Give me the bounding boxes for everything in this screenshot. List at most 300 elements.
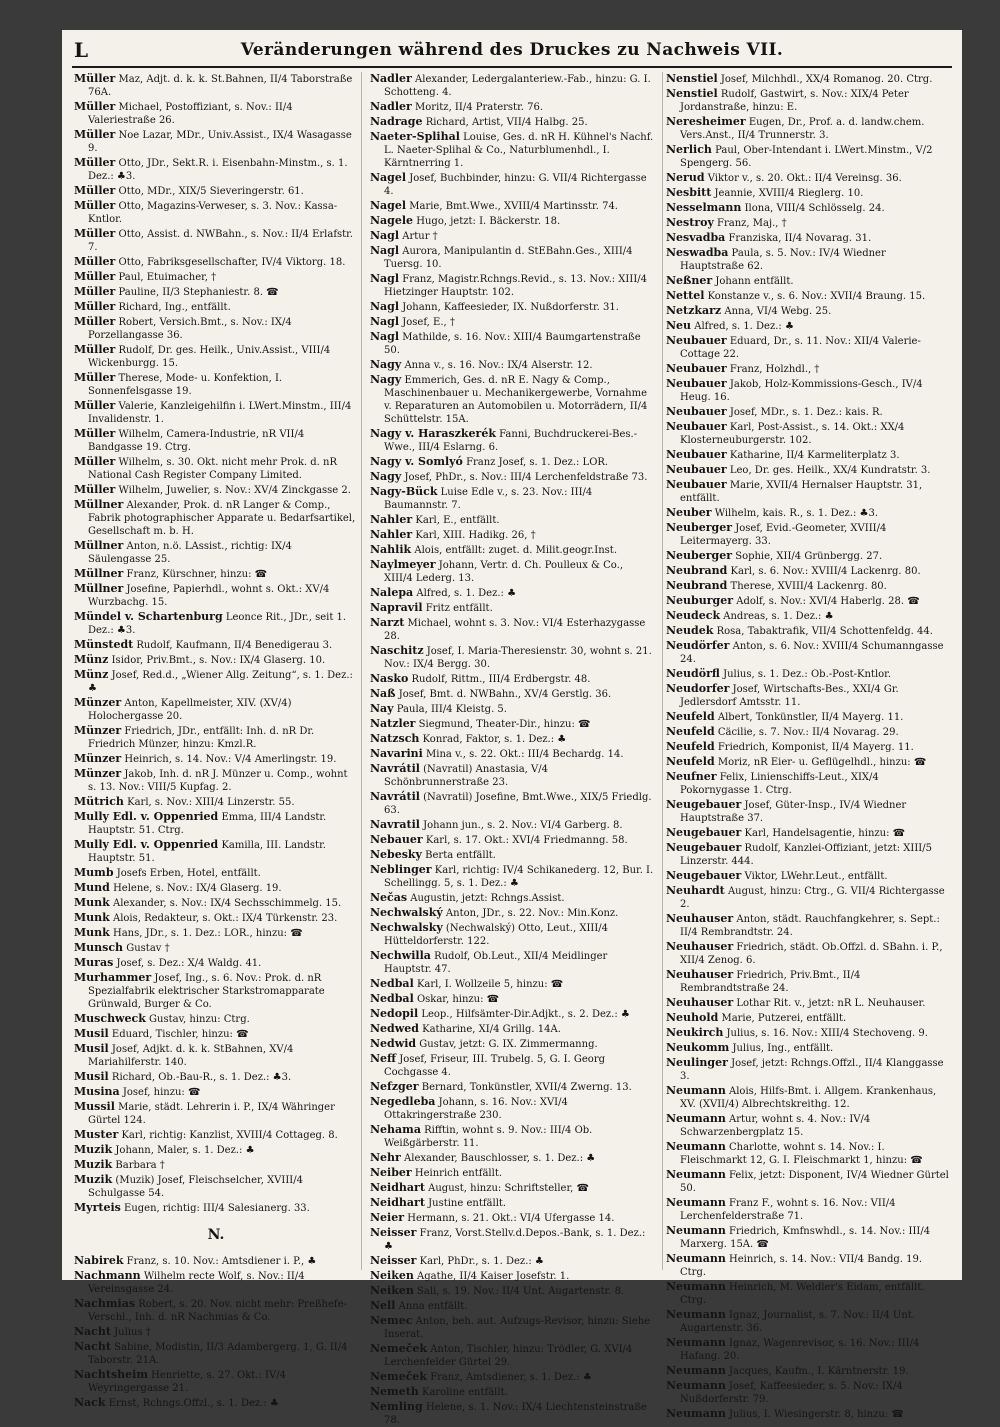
directory-entry bbox=[74, 498, 358, 538]
entry-details: Felix, Linienschiffs-Leut., XIX/4 Pokornygasse 1. Ctrg. bbox=[680, 772, 879, 796]
entry-surname: Muras bbox=[74, 956, 114, 969]
entry-surname: Naschitz bbox=[370, 644, 424, 657]
directory-entry bbox=[666, 869, 950, 883]
entry-surname: Neier bbox=[370, 1211, 405, 1224]
directory-entry bbox=[370, 732, 654, 746]
directory-entry bbox=[74, 483, 358, 497]
directory-entry bbox=[370, 687, 654, 701]
directory-entry bbox=[370, 1314, 654, 1341]
entry-details: Emmerich, Ges. d. nR E. Nagy & Comp., Maschinenbauer u. Mechanikergewerbe, Vornahme v. Reparaturen an Automobilen u. Motorrädern, II/4 Schüttelstr. 15A. bbox=[384, 375, 648, 425]
entry-details: Eduard, Dr., s. 11. Nov.: XII/4 Valerie-Cottage 22. bbox=[680, 336, 921, 360]
entry-details: Leo, Dr. ges. Heilk., XX/4 Kundratstr. 3. bbox=[729, 465, 931, 476]
entry-details: Ilona, VIII/4 Schlösselg. 24. bbox=[744, 203, 885, 214]
directory-entry bbox=[370, 992, 654, 1006]
directory-entry bbox=[370, 171, 654, 198]
directory-entry bbox=[666, 463, 950, 477]
directory-entry bbox=[74, 255, 358, 269]
entry-details: Sali, s. 19. Nov.: II/4 Unt. Augartenstr. 8. bbox=[417, 1286, 625, 1297]
entry-details: Louise, Ges. d. nR H. Kühnel's Nachf. L. Naeter-Splihal & Co., Naturblumenhdl., I. Kärntnerring 1. bbox=[384, 132, 654, 169]
directory-entry bbox=[370, 528, 654, 542]
directory-entry bbox=[666, 478, 950, 505]
entry-surname: Neufner bbox=[666, 770, 717, 783]
entry-surname: Nagele bbox=[370, 214, 414, 227]
entry-surname: Nagy v. Somlyó bbox=[370, 455, 463, 468]
entry-details: Paul, Ober-Intendant i. LWert.Minstm., V/2 Spengerg. 56. bbox=[680, 145, 933, 169]
entry-details: Cäcilie, s. 7. Nov.: II/4 Novarag. 29. bbox=[717, 727, 899, 738]
entry-details: Josef, Bmt. d. NWBahn., XV/4 Gerstlg. 36. bbox=[398, 689, 612, 700]
entry-surname: Nagl bbox=[370, 244, 400, 257]
entry-details: Johann, s. 16. Nov.: XVI/4 Ottakringerstraße 230. bbox=[384, 1097, 568, 1121]
entry-details: Alexander, Prok. d. nR Langer & Comp., Fabrik photographischer Apparate u. Bedarfsartikel, Gesellschaft m. b. H. bbox=[88, 500, 356, 537]
directory-entry bbox=[370, 1007, 654, 1021]
entry-surname: Neiber bbox=[370, 1166, 412, 1179]
directory-entry bbox=[370, 558, 654, 585]
entry-details: Anna, VI/4 Webg. 25. bbox=[724, 306, 832, 317]
entry-details: Franz, Maj., † bbox=[717, 218, 787, 229]
directory-entry bbox=[74, 427, 358, 454]
directory-entry bbox=[370, 949, 654, 976]
entry-details: Richard, Ing., entfällt. bbox=[118, 302, 231, 313]
directory-entry bbox=[74, 653, 358, 667]
directory-entry bbox=[666, 72, 950, 86]
entry-details: Michael, Postoffiziant, s. Nov.: II/4 Valeriestraße 26. bbox=[88, 102, 293, 126]
entry-surname: Neudörfer bbox=[666, 639, 730, 652]
directory-entry bbox=[74, 582, 358, 609]
entry-surname: Naeter-Splihal bbox=[370, 130, 460, 143]
directory-entry bbox=[370, 644, 654, 671]
entry-surname: Nefzger bbox=[370, 1080, 419, 1093]
directory-entry bbox=[666, 1112, 950, 1139]
entry-surname: Navrátil bbox=[370, 790, 420, 803]
directory-entry bbox=[666, 740, 950, 754]
entry-details: Johann jun., s. 2. Nov.: VI/4 Garberg. 8. bbox=[423, 820, 623, 831]
entry-details: Heinrich, s. 14. Nov.: VII/4 Bandg. 19. Ctrg. bbox=[680, 1254, 923, 1278]
directory-entry bbox=[74, 1325, 358, 1339]
entry-surname: Neubauer bbox=[666, 448, 727, 461]
directory-entry bbox=[666, 1224, 950, 1251]
entry-details: Rudolf, Kaufmann, II/4 Benedigerau 3. bbox=[136, 640, 333, 651]
entry-details: Karl, E., entfällt. bbox=[415, 515, 500, 526]
directory-entry bbox=[370, 470, 654, 484]
entry-surname: Müllner bbox=[74, 498, 124, 511]
entry-details: Wilhelm, kais. R., s. 1. Dez.: ♣3. bbox=[714, 508, 879, 519]
entry-surname: Nedbal bbox=[370, 977, 414, 990]
directory-entry bbox=[370, 1095, 654, 1122]
entry-surname: Neumann bbox=[666, 1379, 726, 1392]
entry-surname: Müllner bbox=[74, 539, 124, 552]
entry-details: Richard, Artist, VII/4 Halbg. 25. bbox=[425, 117, 588, 128]
entry-details: Anton, beh. aut. Aufzugs-Revisor, hinzu: Siehe Inserat. bbox=[384, 1316, 651, 1340]
entry-details: Karl, Handelsagentie, hinzu: ☎ bbox=[744, 828, 906, 839]
entry-details: Friedrich, städt. Ob.Offzl. d. SBahn. i. P., XII/4 Zenog. 6. bbox=[680, 942, 943, 966]
entry-details: Alfred, s. 1. Dez.: ♣ bbox=[694, 321, 794, 332]
entry-surname: Müller bbox=[74, 270, 116, 283]
entry-details: Wilhelm, s. 30. Okt. nicht mehr Prok. d. nR National Cash Register Company Limited. bbox=[88, 457, 337, 481]
entry-details: Leop., Hilfsämter-Dir.Adjkt., s. 2. Dez.: ♣ bbox=[421, 1009, 630, 1020]
entry-surname: Neumann bbox=[666, 1308, 726, 1321]
entry-details: Jakob, Holz-Kommissions-Gesch., IV/4 Heug. 16. bbox=[680, 379, 923, 403]
entry-details: Julius, s. 1. Dez.: Ob.-Post-Kntlor. bbox=[723, 669, 892, 680]
entry-details: Mina v., s. 22. Okt.: III/4 Bechardg. 14. bbox=[426, 749, 624, 760]
entry-surname: Munk bbox=[74, 911, 110, 924]
entry-surname: Neuhauser bbox=[666, 940, 734, 953]
entry-surname: Nachmann bbox=[74, 1269, 141, 1282]
directory-entry bbox=[74, 810, 358, 837]
entry-details: Barbara † bbox=[115, 1160, 165, 1171]
directory-entry bbox=[74, 1297, 358, 1324]
entry-details: Henriette, s. 27. Okt.: IV/4 Weyringergasse 21. bbox=[88, 1370, 286, 1394]
directory-entry bbox=[666, 171, 950, 185]
entry-surname: Müller bbox=[74, 199, 116, 212]
entry-details: Anna entfällt. bbox=[398, 1301, 468, 1312]
entry-details: Otto, Magazins-Verweser, s. 3. Nov.: Kassa-Kntlor. bbox=[88, 201, 338, 225]
entry-surname: Nadrage bbox=[370, 115, 423, 128]
entry-surname: Napravil bbox=[370, 601, 423, 614]
directory-entry bbox=[666, 841, 950, 868]
directory-entry bbox=[666, 798, 950, 825]
entry-surname: Neumann bbox=[666, 1196, 726, 1209]
entry-surname: Nesvadba bbox=[666, 231, 726, 244]
entry-surname: Müller bbox=[74, 483, 116, 496]
entry-surname: Neumann bbox=[666, 1407, 726, 1420]
entry-surname: Mütrich bbox=[74, 795, 124, 808]
entry-details: Ignaz, Journalist, s. 7. Nov.: II/4 Unt. Augartenstr. 36. bbox=[680, 1310, 915, 1334]
entry-details: Josefs Erben, Hotel, entfällt. bbox=[116, 868, 261, 879]
directory-entry bbox=[666, 377, 950, 404]
directory-entry bbox=[666, 1280, 950, 1307]
entry-surname: Müller bbox=[74, 72, 116, 85]
entry-surname: Neuber bbox=[666, 506, 712, 519]
directory-entry bbox=[370, 330, 654, 357]
entry-details: Valerie, Kanzleigehilfin i. LWert.Minstm., III/4 Invalidenstr. 1. bbox=[88, 401, 352, 425]
entry-surname: Netzkarz bbox=[666, 304, 722, 317]
entry-details: Alois, entfällt: zuget. d. Milit.geogr.Inst. bbox=[414, 545, 618, 556]
entry-surname: Neubrand bbox=[666, 579, 728, 592]
directory-entry bbox=[666, 1196, 950, 1223]
directory-entry bbox=[666, 725, 950, 739]
entry-surname: Münzer bbox=[74, 696, 122, 709]
directory-entry bbox=[74, 1100, 358, 1127]
entry-details: Friedrich, Priv.Bmt., II/4 Rembrandtstraße 24. bbox=[680, 970, 861, 994]
entry-details: Therese, XVIII/4 Lackenrg. 80. bbox=[730, 581, 887, 592]
entry-surname: Nay bbox=[370, 702, 394, 715]
entry-surname: Neulinger bbox=[666, 1056, 728, 1069]
entry-details: Viktor, LWehr.Leut., entfällt. bbox=[744, 871, 888, 882]
entry-details: Anna v., s. 16. Nov.: IX/4 Alserstr. 12. bbox=[404, 360, 593, 371]
directory-entry bbox=[666, 1011, 950, 1025]
directory-entry bbox=[370, 1123, 654, 1150]
directory-entry bbox=[370, 1196, 654, 1210]
entry-details: Josef, Friseur, III. Trubelg. 5, G. I. Georg Cochgasse 4. bbox=[384, 1054, 606, 1078]
directory-entry bbox=[74, 100, 358, 127]
entry-details: Wilhelm recte Wolf, s. Nov.: II/4 Vereinsgasse 24. bbox=[88, 1271, 305, 1295]
entry-details: Maz, Adjt. d. k. k. St.Bahnen, II/4 Taborstraße 76A. bbox=[88, 74, 353, 98]
entry-surname: Nacht bbox=[74, 1325, 111, 1338]
entry-surname: Nerud bbox=[666, 171, 705, 184]
entry-surname: Müller bbox=[74, 156, 116, 169]
entry-details: Josef, s. Dez.: X/4 Waldg. 41. bbox=[116, 958, 262, 969]
entry-surname: Muzik bbox=[74, 1158, 113, 1171]
entry-details: Marie, XVII/4 Hernalser Hauptstr. 31, entfällt. bbox=[680, 480, 923, 504]
entry-details: Otto, Fabriksgesellschafter, IV/4 Viktorg. 18. bbox=[118, 257, 346, 268]
entry-details: Hermann, s. 21. Okt.: VI/4 Ufergasse 14. bbox=[407, 1213, 615, 1224]
entry-details: Leonce Rit., JDr., seit 1. Dez.: ♣3. bbox=[88, 612, 347, 636]
directory-entry bbox=[370, 833, 654, 847]
entry-details: Katharine, II/4 Karmeliterplatz 3. bbox=[729, 450, 900, 461]
entry-surname: Nečas bbox=[370, 891, 408, 904]
entry-surname: Müller bbox=[74, 285, 116, 298]
directory-entry bbox=[370, 747, 654, 761]
entry-details: Josef, Milchhdl., XX/4 Romanog. 20. Ctrg. bbox=[720, 74, 933, 85]
entry-details: Bernard, Tonkünstler, XVII/4 Zwerng. 13. bbox=[421, 1082, 632, 1093]
page-number: L bbox=[74, 38, 89, 62]
directory-entry bbox=[370, 1284, 654, 1298]
entry-details: Karl, s. 17. Okt.: XVI/4 Friedmanng. 58. bbox=[425, 835, 628, 846]
entry-details: Julius, I. Wiesingerstr. 8, hinzu: ☎ bbox=[729, 1409, 904, 1420]
entry-details: Helene, s. 1. Nov.: IX/4 Liechtensteinstraße 78. bbox=[384, 1402, 647, 1426]
directory-entry bbox=[74, 1396, 358, 1410]
entry-details: Pauline, II/3 Stephaniestr. 8. ☎ bbox=[118, 287, 279, 298]
directory-entry bbox=[666, 143, 950, 170]
entry-details: Josef, Güter-Insp., IV/4 Wiedner Hauptstraße 37. bbox=[680, 800, 907, 824]
entry-details: Josef, Kaffeesieder, s. 5. Nov.: IX/4 Nußdorferstr. 79. bbox=[680, 1381, 903, 1405]
directory-entry bbox=[666, 405, 950, 419]
entry-details: Josef, Ing., s. 6. Nov.: Prok. d. nR Spezialfabrik elektrischer Starkstromapparate Grünwald, Burger & Co. bbox=[88, 973, 325, 1010]
entry-details: Jeannie, XVIII/4 Rieglerg. 10. bbox=[714, 188, 864, 199]
entry-surname: Müller bbox=[74, 227, 116, 240]
entry-surname: Nabirek bbox=[74, 1254, 124, 1267]
entry-surname: Munk bbox=[74, 896, 110, 909]
entry-surname: Mussil bbox=[74, 1100, 115, 1113]
entry-details: Anton, Kapellmeister, XIV. (XV/4) Holochergasse 20. bbox=[88, 698, 292, 722]
entry-surname: Murhammer bbox=[74, 971, 152, 984]
directory-columns bbox=[74, 72, 950, 1426]
directory-entry bbox=[666, 624, 950, 638]
entry-surname: Nemling bbox=[370, 1400, 423, 1413]
entry-details: Augustin, jetzt: Rchngs.Assist. bbox=[410, 893, 565, 904]
directory-entry bbox=[666, 304, 950, 318]
directory-entry bbox=[370, 1037, 654, 1051]
entry-details: Julius, Ing., entfällt. bbox=[732, 1043, 834, 1054]
directory-entry bbox=[370, 1211, 654, 1225]
entry-details: (Navratil) Josefine, Bmt.Wwe., XIX/5 Friedlg. 63. bbox=[384, 792, 652, 816]
entry-surname: Neufeld bbox=[666, 710, 715, 723]
entry-details: Friedrich, Komponist, II/4 Mayerg. 11. bbox=[717, 742, 914, 753]
entry-details: Friedrich, JDr., entfällt: Inh. d. nR Dr. Friedrich Münzer, hinzu: Kmzl.R. bbox=[88, 726, 315, 750]
entry-details: Johann, Maler, s. 1. Dez.: ♣ bbox=[115, 1145, 255, 1156]
directory-entry bbox=[74, 1128, 358, 1142]
directory-entry bbox=[74, 128, 358, 155]
directory-entry bbox=[370, 1166, 654, 1180]
entry-surname: Münz bbox=[74, 668, 109, 681]
entry-details: Artur, wohnt s. 4. Nov.: IV/4 Schwarzenbergplatz 15. bbox=[680, 1114, 871, 1138]
directory-entry bbox=[74, 881, 358, 895]
directory-entry bbox=[74, 343, 358, 370]
entry-details: Rosa, Tabaktrafik, VII/4 Schottenfeldg. 44. bbox=[716, 626, 933, 637]
entry-surname: Navarini bbox=[370, 747, 423, 760]
entry-details: Paula, III/4 Kleistg. 5. bbox=[396, 704, 507, 715]
directory-entry bbox=[370, 300, 654, 314]
entry-details: Josef, jetzt: Rchngs.Offzl., II/4 Klanggasse 3. bbox=[680, 1058, 944, 1082]
entry-details: (Nechwalský) Otto, Leut., XIII/4 Hütteldorferstr. 122. bbox=[384, 923, 609, 947]
entry-details: Anton, n.ö. LAssist., richtig: IX/4 Säulengasse 25. bbox=[88, 541, 292, 565]
entry-details: Alexander, s. Nov.: IX/4 Sechsschimmelg. 15. bbox=[112, 898, 342, 909]
entry-details: Albert, Tonkünstler, II/4 Mayerg. 11. bbox=[717, 712, 904, 723]
entry-details: Felix, jetzt: Disponent, IV/4 Wiedner Gürtel 50. bbox=[680, 1170, 949, 1194]
entry-details: Eduard, Tischler, hinzu: ☎ bbox=[111, 1029, 249, 1040]
entry-surname: Neubauer bbox=[666, 405, 727, 418]
entry-surname: Müllner bbox=[74, 567, 124, 580]
entry-surname: Mully Edl. v. Oppenried bbox=[74, 810, 219, 823]
directory-entry bbox=[370, 1342, 654, 1369]
entry-details: Sophie, XII/4 Grünbergg. 27. bbox=[735, 551, 883, 562]
directory-entry bbox=[370, 586, 654, 600]
entry-details: Mathilde, s. 16. Nov.: XIII/4 Baumgartenstraße 50. bbox=[384, 332, 641, 356]
entry-details: Alois, Hilfs-Bmt. i. Allgem. Krankenhaus, XV. (XVII/4) Albrechtskreithg. 12. bbox=[680, 1086, 937, 1110]
directory-entry bbox=[666, 968, 950, 995]
directory-entry bbox=[370, 272, 654, 299]
directory-entry bbox=[74, 270, 358, 284]
entry-details: Otto, Assist. d. NWBahn., s. Nov.: II/4 Erlafstr. 7. bbox=[88, 229, 354, 253]
entry-surname: Nagy-Bück bbox=[370, 485, 438, 498]
entry-surname: Neugebauer bbox=[666, 826, 742, 839]
directory-entry bbox=[370, 848, 654, 862]
entry-surname: Nestroy bbox=[666, 216, 714, 229]
entry-surname: Neuhauser bbox=[666, 912, 734, 925]
entry-details: Josef, Red.d., „Wiener Allg. Zeitung“, s. 1. Dez.: ♣ bbox=[88, 670, 353, 694]
entry-details: Gustav, hinzu: Ctrg. bbox=[149, 1014, 250, 1025]
directory-entry bbox=[666, 667, 950, 681]
entry-surname: Neidhart bbox=[370, 1181, 425, 1194]
entry-details: Franz, s. 10. Nov.: Amtsdiener i. P., ♣ bbox=[126, 1256, 317, 1267]
entry-surname: Neugebauer bbox=[666, 798, 742, 811]
entry-details: Michael, wohnt s. 3. Nov.: VI/4 Esterhazygasse 28. bbox=[384, 618, 646, 642]
entry-surname: Musina bbox=[74, 1085, 120, 1098]
entry-surname: Nalepa bbox=[370, 586, 414, 599]
entry-details: Aurora, Manipulantin d. StEBahn.Ges., XIII/4 Tuersg. 10. bbox=[384, 246, 633, 270]
entry-details: Hugo, jetzt: I. Bäckerstr. 18. bbox=[416, 216, 561, 227]
entry-surname: Nebesky bbox=[370, 848, 422, 861]
entry-details: Karl, XIII. Hadikg. 26, † bbox=[415, 530, 536, 541]
entry-details: Josef, Buchbinder, hinzu: G. VII/4 Richtergasse 4. bbox=[384, 173, 647, 197]
directory-entry bbox=[370, 1385, 654, 1399]
entry-surname: Müller bbox=[74, 455, 116, 468]
directory-entry bbox=[370, 702, 654, 716]
entry-surname: Nesselmann bbox=[666, 201, 742, 214]
directory-entry bbox=[74, 1042, 358, 1069]
directory-entry bbox=[666, 201, 950, 215]
directory-entry bbox=[74, 1158, 358, 1172]
entry-surname: Nadler bbox=[370, 100, 412, 113]
entry-details: Heinrich, s. 14. Nov.: V/4 Amerlingstr. 19. bbox=[124, 754, 337, 765]
entry-surname: Nagel bbox=[370, 171, 407, 184]
entry-surname: Neisser bbox=[370, 1254, 417, 1267]
entry-details: Gustav, jetzt: G. IX. Zimmermanng. bbox=[419, 1039, 598, 1050]
entry-details: Fritz entfällt. bbox=[425, 603, 493, 614]
directory-entry bbox=[74, 971, 358, 1011]
entry-surname: Neresheimer bbox=[666, 115, 746, 128]
entry-surname: Neumann bbox=[666, 1168, 726, 1181]
directory-entry bbox=[370, 373, 654, 426]
directory-entry bbox=[370, 1299, 654, 1313]
directory-entry bbox=[666, 549, 950, 563]
page-title: Veränderungen während des Druckes zu Nachweis VII. bbox=[240, 40, 784, 60]
directory-entry bbox=[666, 1041, 950, 1055]
entry-surname: Nenstiel bbox=[666, 87, 718, 100]
entry-surname: Myrteis bbox=[74, 1201, 121, 1214]
entry-details: Charlotte, wohnt s. 14. Nov.: I. Fleischmarkt 12, G. I. Fleischmarkt 1, hinzu: ☎ bbox=[680, 1142, 923, 1166]
directory-entry bbox=[666, 1168, 950, 1195]
directory-entry bbox=[74, 315, 358, 342]
directory-entry bbox=[370, 199, 654, 213]
directory-entry bbox=[666, 231, 950, 245]
directory-entry bbox=[666, 940, 950, 967]
entry-surname: Müllner bbox=[74, 582, 124, 595]
entry-surname: Munsch bbox=[74, 941, 124, 954]
directory-entry bbox=[666, 87, 950, 114]
entry-surname: Muzik bbox=[74, 1173, 113, 1186]
entry-details: Johann, Vertr. d. Ch. Poulleux & Co., XIII/4 Lederg. 13. bbox=[384, 560, 623, 584]
entry-surname: Neidhart bbox=[370, 1196, 425, 1209]
entry-surname: Nadler bbox=[370, 72, 412, 85]
entry-surname: Nedopil bbox=[370, 1007, 419, 1020]
entry-surname: Nell bbox=[370, 1299, 396, 1312]
directory-entry bbox=[370, 115, 654, 129]
entry-details: Hans, JDr., s. 1. Dez.: LOR., hinzu: ☎ bbox=[112, 928, 303, 939]
directory-entry bbox=[370, 1151, 654, 1165]
entry-surname: Müller bbox=[74, 315, 116, 328]
entry-surname: Nemeček bbox=[370, 1370, 428, 1383]
entry-details: Franziska, II/4 Novarag. 31. bbox=[728, 233, 872, 244]
entry-surname: Neugebauer bbox=[666, 841, 742, 854]
directory-entry bbox=[370, 455, 654, 469]
directory-entry bbox=[74, 1254, 358, 1268]
entry-details: Wilhelm, Camera-Industrie, nR VII/4 Bandgasse 19. Ctrg. bbox=[88, 429, 305, 453]
directory-entry bbox=[666, 448, 950, 462]
entry-details: Karoline entfällt. bbox=[421, 1387, 508, 1398]
entry-surname: Müller bbox=[74, 184, 116, 197]
entry-details: Lothar Rit. v., jetzt: nR L. Neuhauser. bbox=[736, 998, 926, 1009]
directory-entry bbox=[666, 770, 950, 797]
directory-entry bbox=[370, 790, 654, 817]
entry-details: Isidor, Priv.Bmt., s. Nov.: IX/4 Glaserg. 10. bbox=[111, 655, 326, 666]
directory-entry bbox=[370, 818, 654, 832]
entry-details: (Navratil) Anastasia, V/4 Schönbrunnerstraße 23. bbox=[384, 764, 548, 788]
entry-details: Rudolf, Dr. ges. Heilk., Univ.Assist., VIII/4 Wickenburgg. 15. bbox=[88, 345, 331, 369]
entry-surname: Münzer bbox=[74, 724, 122, 737]
entry-details: Karl, s. Nov.: XIII/4 Linzerstr. 55. bbox=[127, 797, 295, 808]
entry-details: Adolf, s. Nov.: XVI/4 Haberlg. 28. ☎ bbox=[736, 596, 920, 607]
entry-surname: Neubrand bbox=[666, 564, 728, 577]
entry-surname: Münz bbox=[74, 653, 109, 666]
entry-surname: Natzsch bbox=[370, 732, 420, 745]
directory-entry bbox=[74, 752, 358, 766]
entry-details: Rudolf, Ob.Leut., XII/4 Meidlinger Hauptstr. 47. bbox=[384, 951, 608, 975]
entry-surname: Neumann bbox=[666, 1140, 726, 1153]
entry-surname: Nehr bbox=[370, 1151, 401, 1164]
entry-surname: Nechwalský bbox=[370, 906, 443, 919]
entry-details: Gustav † bbox=[126, 943, 170, 954]
entry-details: Eugen, Dr., Prof. a. d. landw.chem. Vers.Anst., II/4 Trunnerstr. 3. bbox=[680, 117, 925, 141]
entry-details: Robert, s. 20. Nov. nicht mehr: Preßhefe-Verschl., Inh. d. nR Nachmias & Co. bbox=[88, 1299, 347, 1323]
entry-surname: Neumann bbox=[666, 1084, 726, 1097]
entry-surname: Mündel v. Schartenburg bbox=[74, 610, 223, 623]
directory-entry bbox=[666, 420, 950, 447]
entry-surname: Nachmias bbox=[74, 1297, 136, 1310]
entry-surname: Neudek bbox=[666, 624, 714, 637]
entry-details: Ernst, Rchngs.Offzl., s. 1. Dez.: ♣ bbox=[108, 1398, 279, 1409]
directory-entry bbox=[370, 601, 654, 615]
